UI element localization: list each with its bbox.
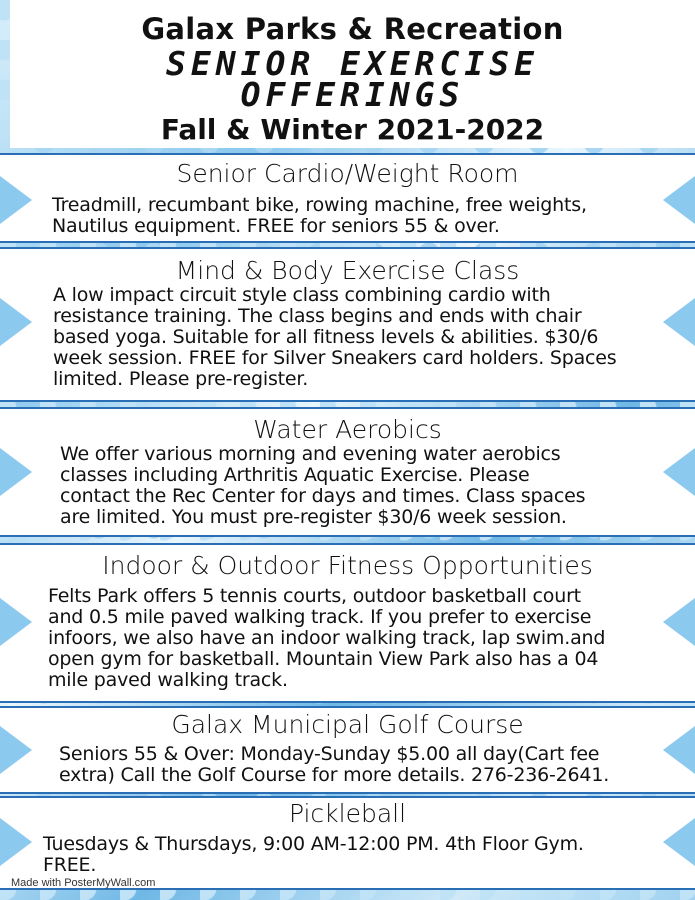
- description-line: week session. FREE for Silver Sneakers card holders. Spaces: [53, 347, 617, 369]
- section-pickleball: [0, 796, 695, 890]
- poster-header: [10, 0, 695, 148]
- poster-title-line1: SENIOR EXERCISE: [165, 44, 539, 83]
- description-line: Treadmill, recumbant bike, rowing machine, free weights,: [52, 194, 587, 216]
- section-description: [53, 285, 616, 390]
- description-line: extra) Call the Golf Course for more details. 276-236-2641.: [59, 764, 610, 786]
- description-line: We offer various morning and evening water aerobics: [60, 443, 561, 465]
- season-subtitle: Fall & Winter 2021-2022: [160, 113, 545, 146]
- section-water-aerobics: [0, 407, 695, 537]
- section-title: Galax Municipal Golf Course: [171, 710, 524, 739]
- section-description: [52, 195, 587, 237]
- section-title: Mind & Body Exercise Class: [175, 256, 520, 285]
- description-line: open gym for basketball. Mountain View Park also has a 04: [48, 648, 599, 670]
- left-arrow-decoration: [0, 818, 32, 866]
- left-arrow-decoration: [0, 598, 32, 646]
- left-arrow-decoration: [0, 448, 32, 496]
- right-arrow-decoration: [663, 298, 695, 346]
- description-line: Nautilus equipment. FREE for seniors 55 & over.: [52, 215, 500, 237]
- section-description: [43, 834, 584, 876]
- description-line: A low impact circuit style class combining cardio with: [53, 284, 551, 306]
- left-arrow-decoration: [0, 176, 32, 224]
- description-line: Seniors 55 & Over: Monday-Sunday $5.00 all day(Cart fee: [59, 743, 600, 765]
- description-line: contact the Rec Center for days and times. Class spaces: [60, 485, 586, 507]
- section-golf-course: [0, 706, 695, 794]
- section-title: Senior Cardio/Weight Room: [176, 159, 519, 188]
- section-description: [48, 586, 605, 691]
- section-title: Water Aerobics: [253, 415, 442, 444]
- poster-title: [10, 44, 695, 114]
- section-description: [60, 444, 585, 528]
- right-arrow-decoration: [663, 448, 695, 496]
- description-line: infoors, we also have an indoor walking track, lap swim.and: [48, 627, 606, 649]
- right-arrow-decoration: [663, 726, 695, 774]
- section-description: [59, 744, 609, 786]
- left-arrow-decoration: [0, 726, 32, 774]
- description-line: and 0.5 mile paved walking track. If you prefer to exercise: [48, 606, 592, 628]
- right-arrow-decoration: [663, 818, 695, 866]
- organization-name: Galax Parks & Recreation: [141, 12, 564, 46]
- description-line: mile paved walking track.: [48, 669, 288, 691]
- right-arrow-decoration: [663, 176, 695, 224]
- left-arrow-decoration: [0, 298, 32, 346]
- description-line: limited. Please pre-register.: [53, 368, 309, 390]
- section-fitness-opportunities: [0, 543, 695, 703]
- description-line: resistance training. The class begins and ends with chair: [53, 305, 582, 327]
- description-line: based yoga. Suitable for all fitness levels & abilities. $30/6: [53, 326, 599, 348]
- postermywall-credit: Made with PosterMyWall.com: [11, 877, 156, 889]
- section-cardio-weight-room: [0, 153, 695, 243]
- description-line: are limited. You must pre-register $30/6 week session.: [60, 506, 567, 528]
- description-line: Tuesdays & Thursdays, 9:00 AM-12:00 PM. 4th Floor Gym.: [43, 833, 584, 855]
- description-line: FREE.: [43, 854, 97, 876]
- section-mind-body-class: [0, 247, 695, 402]
- poster-title-line2: OFFERINGS: [240, 75, 465, 114]
- section-title: Pickleball: [288, 799, 407, 828]
- description-line: classes including Arthritis Aquatic Exercise. Please: [60, 464, 530, 486]
- right-arrow-decoration: [663, 598, 695, 646]
- description-line: Felts Park offers 5 tennis courts, outdoor basketball court: [48, 585, 581, 607]
- section-title: Indoor & Outdoor Fitness Opportunities: [102, 551, 593, 580]
